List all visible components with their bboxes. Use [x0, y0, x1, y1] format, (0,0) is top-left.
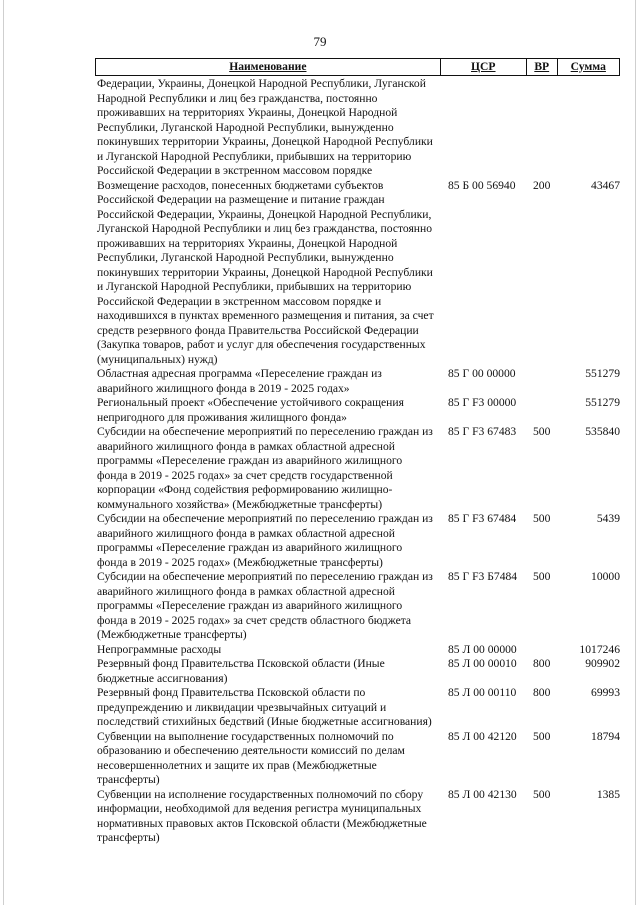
row-name: Субвенции на исполнение государственных полномочий по сбору информации, необходимой для ведения регистра муниципальных нормативных правовых актов Псковской области (Межбюджетные трансферты): [97, 787, 427, 844]
row-name: Субсидии на обеспечение мероприятий по переселению граждан из аварийного жилищного фонда в рамках областной адресной программы «Переселение граждан из аварийного жилищного фонда в 2019 - 2025 годах» (Межбюджетные трансферты): [97, 512, 433, 569]
header-csr: ЦСР: [441, 59, 527, 75]
row-name: Непрограммные расходы: [97, 642, 222, 656]
row-csr: 85 Л 00 00110: [448, 686, 517, 699]
row-sum: 5439: [596, 512, 620, 525]
row-csr: 85 Г F3 00000: [448, 396, 517, 409]
row-sum: [558, 77, 620, 179]
table-row: [95, 686, 620, 730]
row-sum: 43467: [591, 178, 620, 192]
page-number: 79: [313, 34, 327, 49]
row-vr: 500: [533, 787, 551, 801]
row-vr: 800: [533, 686, 551, 699]
row-sum: 1385: [596, 787, 620, 801]
row-name: Федерации, Украины, Донецкой Народной Республики, Луганской Народной Республики и лиц без гражданства, постоянно проживавших на территориях Украины, Донецкой Народной Республики, Луганской Народной Республики, вынужденно покинувших территории Украины, Донецкой Народной Республики и Луганской Народной Республики, прибывших на территорию Российской Федерации в экстренном массовом порядке: [97, 77, 433, 177]
table-row: [95, 77, 620, 179]
row-name: Возмещение расходов, понесенных бюджетами субъектов Российской Федерации на размещение и питание граждан Российской Федерации, Украины, Донецкой Народной Республики, Луганской Народной Республики и лиц без гражданства, постоянно проживавших на территориях Украины, Донецкой Народной Республики, Луганской Народной Республики, вынужденно покинувших территории Украины, Донецкой Народной Республики и Луганской Народной Республики, прибывших на территорию Российской Федерации в экстренном массовом порядке и находившихся в пунктах временного размещения и питания, за счет средств резервного фонда Правительства Российской Федерации (Закупка товаров, работ и услуг для обеспечения государственных (муниципальных) нужд): [97, 178, 434, 366]
row-sum: 535840: [585, 425, 620, 438]
row-sum: 551279: [585, 367, 620, 380]
row-vr: [528, 77, 558, 179]
row-vr: 500: [533, 425, 551, 438]
table-row: [95, 730, 620, 788]
scan-edge-right: [635, 0, 636, 905]
table-row: [95, 367, 620, 396]
row-csr: 85 Б 00 56940: [448, 178, 516, 192]
table-row: [95, 657, 620, 686]
row-sum: 18794: [591, 729, 620, 743]
row-sum: 909902: [585, 657, 620, 670]
header-vr: ВР: [527, 59, 558, 75]
table-row: [95, 179, 620, 368]
table-row: [95, 570, 620, 643]
table-row: [95, 396, 620, 425]
row-csr: 85 Г F3 Б7484: [448, 570, 518, 583]
row-name: Субсидии на обеспечение мероприятий по переселению граждан из аварийного жилищного фонда в рамках областной адресной программы «Переселение граждан из аварийного жилищного фонда в 2019 - 2025 годах» за счет средств областного бюджета (Межбюджетные трансферты): [97, 570, 433, 641]
row-sum: 1017246: [579, 642, 620, 656]
table-row: [95, 425, 620, 512]
table-row: [95, 788, 620, 846]
row-vr: 500: [533, 570, 551, 583]
budget-table: [95, 58, 620, 846]
table-row: [95, 643, 620, 658]
row-vr: 800: [533, 657, 551, 670]
row-name: Резервный фонд Правительства Псковской области по предупреждению и ликвидации чрезвычайных ситуаций и последствий стихийных бедствий (Иные бюджетные ассигнования): [97, 686, 432, 728]
row-vr: 500: [533, 512, 551, 525]
row-csr: 85 Л 00 42120: [448, 729, 517, 743]
table-header: [95, 58, 620, 76]
table-row: [95, 512, 620, 570]
row-name: Субвенции на выполнение государственных полномочий по образованию и обеспечению деятельности комиссий по делам несовершеннолетних и защите их прав (Межбюджетные трансферты): [97, 729, 405, 786]
header-name: Наименование: [96, 59, 441, 75]
row-csr: 85 Л 00 00000: [448, 642, 517, 656]
row-sum: 10000: [591, 570, 620, 583]
row-name: Региональный проект «Обеспечение устойчивого сокращения непригодного для проживания жилищного фонда»: [97, 396, 404, 424]
row-csr: [442, 77, 528, 179]
scan-edge-left: [3, 0, 4, 905]
row-csr: 85 Г F3 67483: [448, 425, 517, 438]
row-csr: 85 Л 00 00010: [448, 657, 517, 670]
row-vr: [528, 643, 558, 658]
row-name: Субсидии на обеспечение мероприятий по переселению граждан из аварийного жилищного фонда в рамках областной адресной программы «Переселение граждан из аварийного жилищного фонда в 2019 - 2025 годах» за счет средств государственной корпорации «Фонд содействия реформированию жилищно-коммунального хозяйства» (Межбюджетные трансферты): [97, 425, 433, 511]
row-sum: 551279: [585, 396, 620, 409]
row-csr: 85 Г F3 67484: [448, 512, 517, 525]
header-sum: Сумма: [570, 59, 606, 73]
row-vr: [528, 396, 558, 425]
row-vr: [528, 367, 558, 396]
row-csr: 85 Л 00 42130: [448, 787, 517, 801]
row-csr: 85 Г 00 00000: [448, 367, 516, 380]
row-name: Резервный фонд Правительства Псковской области (Иные бюджетные ассигнования): [97, 657, 385, 685]
row-vr: 500: [533, 729, 551, 743]
row-name: Областная адресная программа «Переселение граждан из аварийного жилищного фонда в 2019 - 2025 годах»: [97, 367, 382, 395]
table-body: [95, 76, 620, 846]
row-vr: 200: [533, 178, 551, 192]
row-sum: 69993: [591, 686, 620, 699]
